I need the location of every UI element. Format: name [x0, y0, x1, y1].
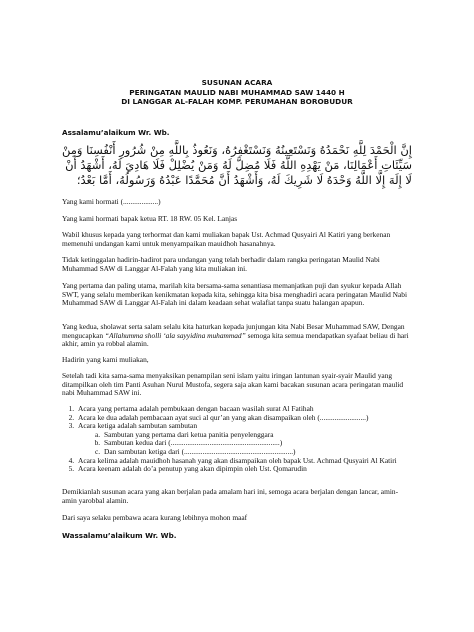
closing-salam: Wassalamu’alaikum Wr. Wb.	[62, 531, 177, 540]
arabic-opening	[62, 143, 412, 188]
agenda-item-text: Acara ketiga adalah sambutan sambutan	[78, 421, 198, 431]
list-item	[76, 422, 412, 456]
list-item: c. Dan sambutan ketiga dari (...........................................................)	[102, 448, 412, 457]
opening-salam: Assalamu’alaikum Wr. Wb.	[62, 128, 170, 137]
sholawat-quote: “Allahumma sholli ‘ala sayyidina muhammad”	[104, 330, 246, 340]
list-item: 1. Acara yang pertama adalah pembukaan dengan bacaan wasilah surat Al Fatihah	[76, 405, 412, 414]
header-subtitle: PERINGATAN MAULID NABI MUHAMMAD SAW 1440 H	[129, 87, 345, 97]
paragraph-sholawat	[62, 323, 412, 349]
paragraph-puji-syukur: Yang pertama dan paling utama, marilah kita bersama-sama senantiasa memanjatkan puji dan syukur kepada Allah SWT, yang selalu memberikan kenikmatan kepada kita, sehingga kita bisa menghadiri acara peringatan Maulid Nabi Muhammad SAW di Langgar Al-Falah ini dalam keadaan sehat walafiat tanpa suatu halangan apapun.	[62, 281, 408, 308]
document-header	[0, 78, 474, 107]
list-item: b. Sambutan kedua dari (...........................................................)	[102, 439, 412, 448]
paragraph-hadirin: Hadirin yang kami muliakan,	[62, 355, 149, 364]
header-title: SUSUNAN ACARA	[201, 78, 273, 87]
sholawat-text-after: semoga kita semua mendapatkan syafaat beliau di hari akhir, amin ya robbal alamin.	[62, 330, 409, 349]
paragraph-hadirin-undangan: Tidak ketinggalan hadirin-hadirot para undangan yang telah berhadir dalam rangka peringatan Maulid Nabi Muhammad SAW di Langgar Al-Falah yang kita muliakan ini.	[62, 255, 380, 273]
paragraph-mohon-maaf: Dari saya selaku pembawa acara kurang lebihnya mohon maaf	[62, 513, 248, 522]
paragraph-setelah: Setelah tadi kita sama-sama menyaksikan penampilan seni islam yaitu iringan lantunan syair-syair Maulid yang ditampilkan oleh tim Panti Asuhan Nurul Mustofa, segera saja akan kami bacakan susunan acara peringatan maulid nabi Muhammad SAW ini.	[62, 371, 404, 398]
list-item: 5. Acara keenam adalah do’a penutup yang akan dipimpin oleh Ust. Qomarudin	[76, 465, 412, 474]
greeting-ketua-rt: Yang kami hormati bapak ketua RT. 18 RW. 05 Kel. Lanjas	[62, 214, 238, 223]
list-item: 4. Acara kelima adalah mauidhoh hasanah yang akan disampaikan oleh bapak Ust. Achmad Qusyairi Al Katiri	[76, 457, 412, 466]
agenda-list	[62, 405, 412, 474]
list-item: a. Sambutan yang pertama dari ketua panitia penyelenggara	[102, 431, 412, 440]
arabic-line: إِنَّ الْحَمْدَ لِلَّهِ نَحْمَدُهُ وَنَسْتَعِينُهُ وَنَسْتَغْفِرُهُ، وَنَعُوذُ بِاللَّهِ مِنْ شُرُورِ أَنْفُسِنَا وَمِنْ	[62, 143, 412, 157]
paragraph-demikianlah: Demikianlah susunan acara yang akan berjalan pada amalam hari ini, semoga acara berjalan dengan lancar, amin-amin yarobbal alamin.	[62, 487, 399, 505]
paragraph-wabil-khusus: Wabil khusus kepada yang terhormat dan kami muliakan bapak Ust. Achmad Qusyairi Al Katiri yang berkenan memenuhi undangan kami untuk menyampaikan mauidhoh hasanahnya.	[62, 230, 391, 248]
header-location: DI LANGGAR AL-FALAH KOMP. PERUMAHAN BOROBUDUR	[121, 97, 353, 106]
arabic-line: لَا إِلَهَ إِلَّا اللَّهُ وَحْدَهُ لَا شَرِيكَ لَهُ، وَأَشْهَدُ أَنَّ مُحَمَّدًا عَبْدُهُ وَرَسُولُهُ، أَمَّا بَعْدُ؛	[76, 173, 412, 187]
greeting-hormati: Yang kami hormati (...................)	[62, 197, 161, 206]
sholawat-text-before: Yang kedua, sholawat serta salam selalu kita haturkan kepada junjungan kita Nabi Besar Muhammad SAW, Dengan mengucapkan	[62, 322, 405, 340]
arabic-line: سَيِّئَاتِ أَعْمَالِنَا، مَنْ يَهْدِهِ اللَّهُ فَلَا مُضِلَّ لَهُ وَمَنْ يُضْلِلْ فَلَا هَادِيَ لَهُ، أَشْهَدُ أَنْ	[65, 158, 412, 172]
list-item: 2. Acara ke dua adalah pembacaan ayat suci al qur’an yang akan disampaikan oleh (.........................)	[76, 414, 412, 423]
